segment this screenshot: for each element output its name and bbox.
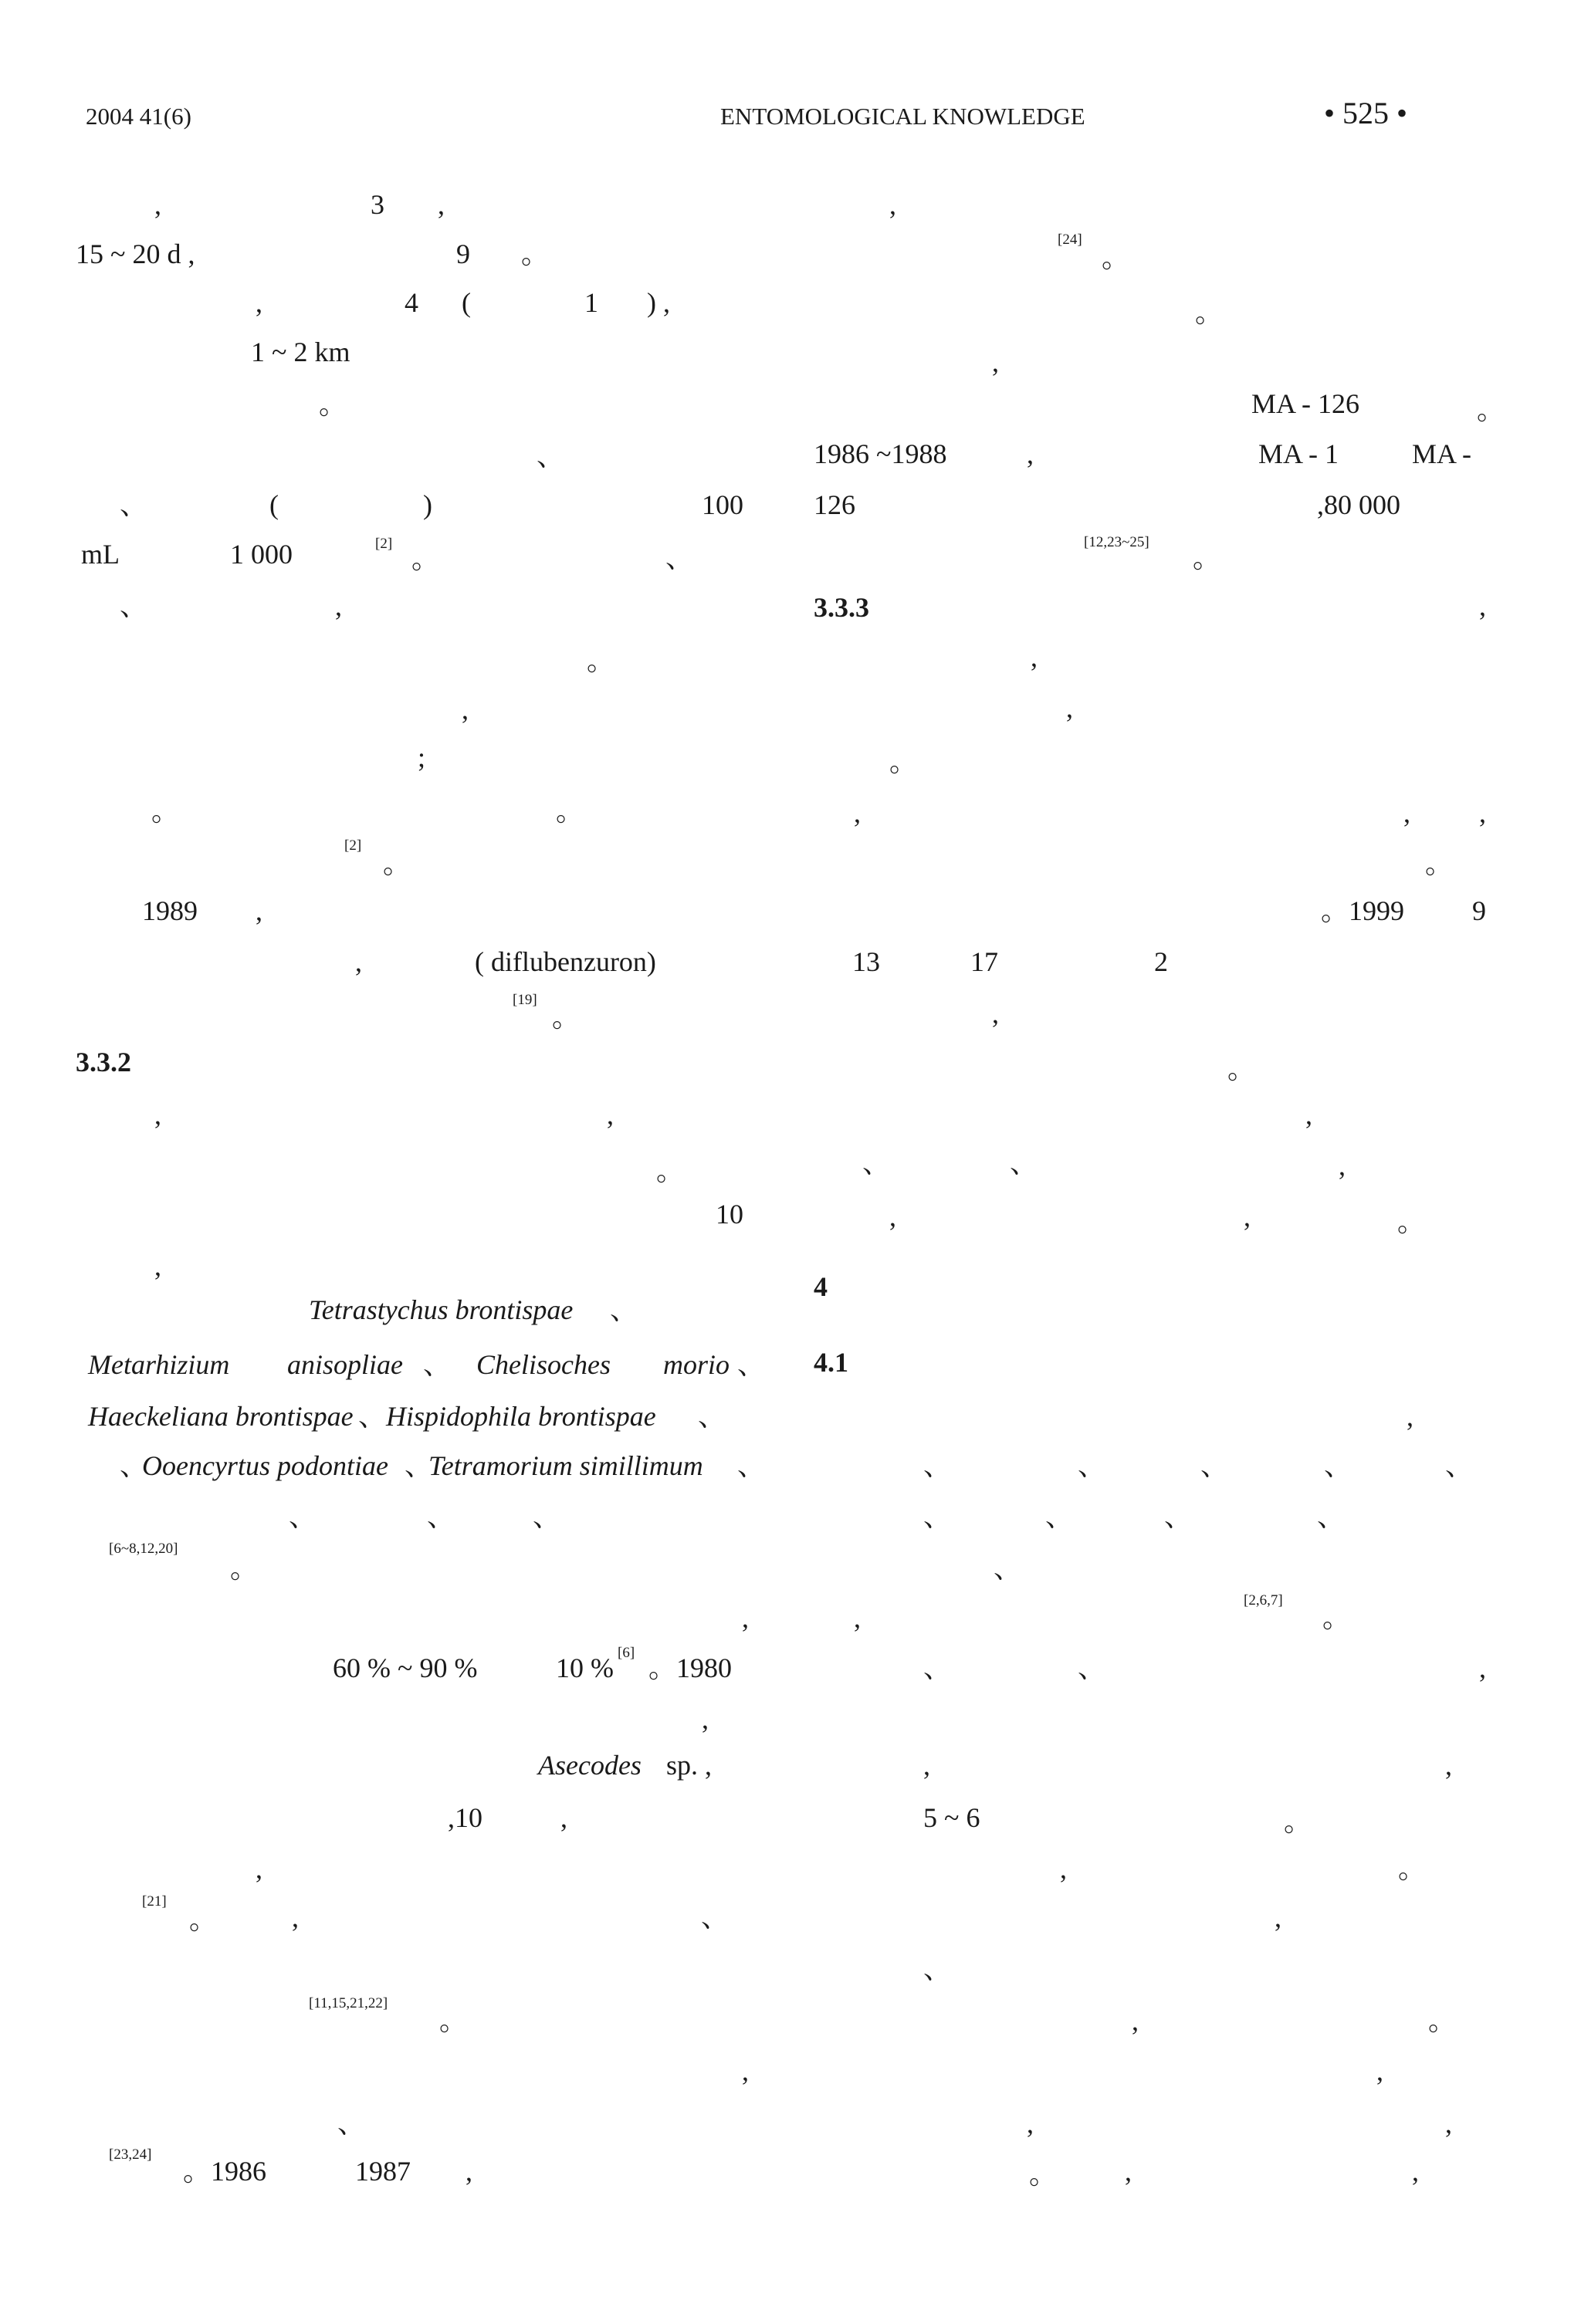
text-fragment: 。1986 [183,2156,267,2187]
text-fragment: 。 [230,1553,259,1584]
citation: [6] [618,1645,635,1661]
text-fragment: 。 [1398,1853,1427,1884]
text-fragment: , [256,1853,262,1884]
text-fragment: 。 [1195,297,1224,328]
text-fragment: MA - 126 [1251,388,1360,419]
text-fragment: , [1479,797,1486,828]
text-fragment: , [1407,1401,1413,1432]
text-fragment: 、 [1045,1501,1074,1532]
text-fragment: 、 [537,441,565,472]
text-fragment: , [1376,2055,1383,2086]
text-fragment: , [854,797,861,828]
text-fragment: , [154,1250,161,1281]
text-fragment: 、 [923,1653,952,1683]
citation: [23,24] [109,2146,152,2163]
text-fragment: 、 [862,1148,891,1179]
text-fragment: 。 [1102,242,1130,273]
text-fragment: , [1060,1853,1067,1884]
text-fragment: ) , [647,287,670,318]
text-fragment: 。1999 [1321,895,1405,926]
text-fragment: 。 [1284,1806,1312,1837]
text-fragment: , [1479,590,1486,621]
text-fragment: , [1027,2108,1034,2139]
citation: [11,15,21,22] [309,1995,388,2011]
text-fragment: 。 [439,2005,468,2036]
species-name: Tetrastychus brontispae [309,1294,574,1325]
text-fragment: 、 [1200,1450,1229,1481]
text-fragment: 。 [383,848,411,879]
citation: [2,6,7] [1244,1592,1283,1609]
text-fragment: , [992,347,999,377]
text-fragment: , [992,998,999,1029]
text-fragment: 、 [665,543,694,573]
text-fragment: 、 [701,1902,730,1933]
text-fragment: , [1412,2156,1419,2187]
species-name: Chelisoches [476,1349,611,1380]
citation: [19] [513,992,537,1008]
text-fragment: 。 [587,645,615,676]
text-fragment: 、 [427,1501,455,1532]
species-name: morio [663,1349,730,1380]
text-fragment: 、 [358,1401,387,1432]
text-fragment: 5 ~ 6 [923,1802,980,1833]
text-fragment: 10 [716,1199,743,1230]
section-heading-3-3-3: 3.3.3 [814,592,869,623]
text-fragment: ,10 [448,1802,482,1833]
text-fragment: 、 [737,1450,766,1481]
text-fragment: 、 [120,489,148,520]
text-fragment: 、 [533,1501,561,1532]
text-fragment: 13 [852,946,880,977]
text-fragment: , [154,1099,161,1130]
text-fragment: , [854,1602,861,1633]
text-fragment: 。 [411,543,440,574]
text-fragment: 。 [556,796,584,827]
text-fragment: 。 [151,796,180,827]
text-fragment: 1 [584,287,598,318]
text-fragment: 60 % ~ 90 % [333,1653,478,1683]
text-fragment: 1 000 [230,539,293,570]
text-fragment: , [1275,1902,1281,1933]
text-fragment: 。 [1029,2159,1058,2190]
text-fragment: 1989 [142,895,198,926]
text-fragment: 。 [319,389,347,420]
text-fragment: , [462,694,469,725]
citation: [12,23~25] [1084,534,1149,550]
text-fragment: , [1125,2156,1132,2187]
text-fragment: , [1479,1653,1486,1683]
text-fragment: , [742,1602,749,1633]
text-fragment: ( diflubenzuron) [475,946,656,977]
text-fragment: 1987 [355,2156,411,2187]
text-fragment: , [1066,692,1073,723]
text-fragment: , [1244,1201,1251,1232]
text-fragment: 。 [521,238,550,269]
text-fragment: ) [423,489,432,520]
text-fragment: , [438,189,445,220]
text-fragment: , [742,2055,749,2086]
text-fragment: 、 [698,1401,726,1432]
text-fragment: 、 [923,1501,952,1532]
text-fragment: 、 [994,1553,1022,1584]
text-fragment: 、 [1317,1501,1346,1532]
text-fragment: 4 [405,287,418,318]
text-fragment: 、 [923,1954,952,1984]
text-fragment: , [1403,797,1410,828]
species-name: Ooencyrtus podontiae [142,1450,388,1481]
text-fragment: 。 [189,1904,218,1935]
journal-name: ENTOMOLOGICAL KNOWLEDGE [720,103,1085,130]
text-fragment: MA - [1412,438,1472,469]
text-fragment: , [1339,1150,1346,1181]
text-fragment: 。 [889,746,918,777]
text-fragment: 。 [1193,543,1221,573]
text-fragment: 、 [1324,1450,1352,1481]
text-fragment: 、 [289,1501,317,1532]
text-fragment: 。 [1397,1206,1426,1237]
text-fragment: , [1132,2005,1139,2036]
text-fragment: , [292,1902,299,1933]
text-fragment: mL [81,539,120,570]
text-fragment: , [335,590,342,621]
text-fragment: 3 [371,189,384,220]
text-fragment: 。 [1322,1602,1351,1633]
section-heading-3-3-2: 3.3.2 [76,1047,131,1077]
text-fragment: 15 ~ 20 d , [76,238,195,269]
species-name: Metarhizium [88,1349,230,1380]
text-fragment: , [1031,641,1038,672]
text-fragment: 。1980 [648,1653,733,1683]
text-fragment: , [1445,2108,1452,2139]
text-fragment: 、 [405,1450,433,1481]
citation: [24] [1058,232,1082,248]
text-fragment: MA - 1 [1258,438,1339,469]
text-fragment: 、 [120,1450,148,1481]
species-name: Asecodes [538,1750,642,1781]
text-fragment: 1986 ~1988 [814,438,947,469]
text-fragment: 、 [610,1294,638,1325]
citation: [2] [375,536,393,552]
text-fragment: , [560,1802,567,1833]
text-fragment: , [889,1201,896,1232]
text-fragment: 、 [1164,1501,1193,1532]
citation: [6~8,12,20] [109,1541,178,1557]
text-fragment: 。 [1227,1054,1256,1084]
species-name: Tetramorium simillimum [428,1450,703,1481]
citation: [2] [344,837,362,854]
text-fragment: , [154,189,161,220]
text-fragment: 。 [656,1155,685,1186]
page-number: • 525 • [1324,96,1408,130]
species-name: Haeckeliana brontispae [88,1401,354,1432]
text-fragment: 、 [337,2108,366,2139]
text-fragment: , [923,1750,930,1781]
citation: [21] [142,1893,167,1910]
text-fragment: sp. , [666,1750,713,1781]
text-fragment: 1 ~ 2 km [251,337,350,367]
species-name: Hispidophila brontispae [386,1401,656,1432]
text-fragment: , [355,946,362,977]
text-fragment: , [889,189,896,220]
text-fragment: ( [462,287,471,318]
text-fragment: , [1305,1099,1312,1130]
text-fragment: 、 [1078,1450,1106,1481]
text-fragment: , [256,895,262,926]
text-fragment: 2 [1154,946,1168,977]
text-fragment: 10 % [556,1653,614,1683]
section-heading-4-1: 4.1 [814,1347,848,1378]
text-fragment: 、 [120,590,148,621]
journal-issue: 2004 41(6) [86,103,191,130]
text-fragment: ( [269,489,279,520]
text-fragment: 9 [1472,895,1486,926]
text-fragment: 、 [1445,1450,1474,1481]
text-fragment: , [256,287,262,318]
text-fragment: , [1027,438,1034,469]
text-fragment: , [1445,1750,1452,1781]
text-fragment: 。 [552,1002,581,1033]
text-fragment: , [607,1099,614,1130]
text-fragment: 126 [814,489,855,520]
text-fragment: 、 [423,1349,452,1380]
text-fragment: 。 [1425,848,1454,879]
text-fragment: , [465,2156,472,2187]
text-fragment: 100 [702,489,743,520]
text-fragment: 、 [1078,1653,1106,1683]
text-fragment: 9 [456,238,470,269]
text-fragment: 、 [1010,1148,1038,1179]
text-fragment: 、 [923,1450,952,1481]
text-fragment: ,80 000 [1317,489,1400,520]
text-fragment: 。 [1428,2005,1457,2036]
text-fragment: 、 [737,1349,766,1380]
text-fragment: 。 [1477,394,1505,425]
text-fragment: ; [418,742,426,773]
section-heading-4: 4 [814,1271,828,1302]
species-name: anisopliae [287,1349,403,1380]
text-fragment: , [702,1703,709,1734]
text-fragment: 17 [970,946,998,977]
